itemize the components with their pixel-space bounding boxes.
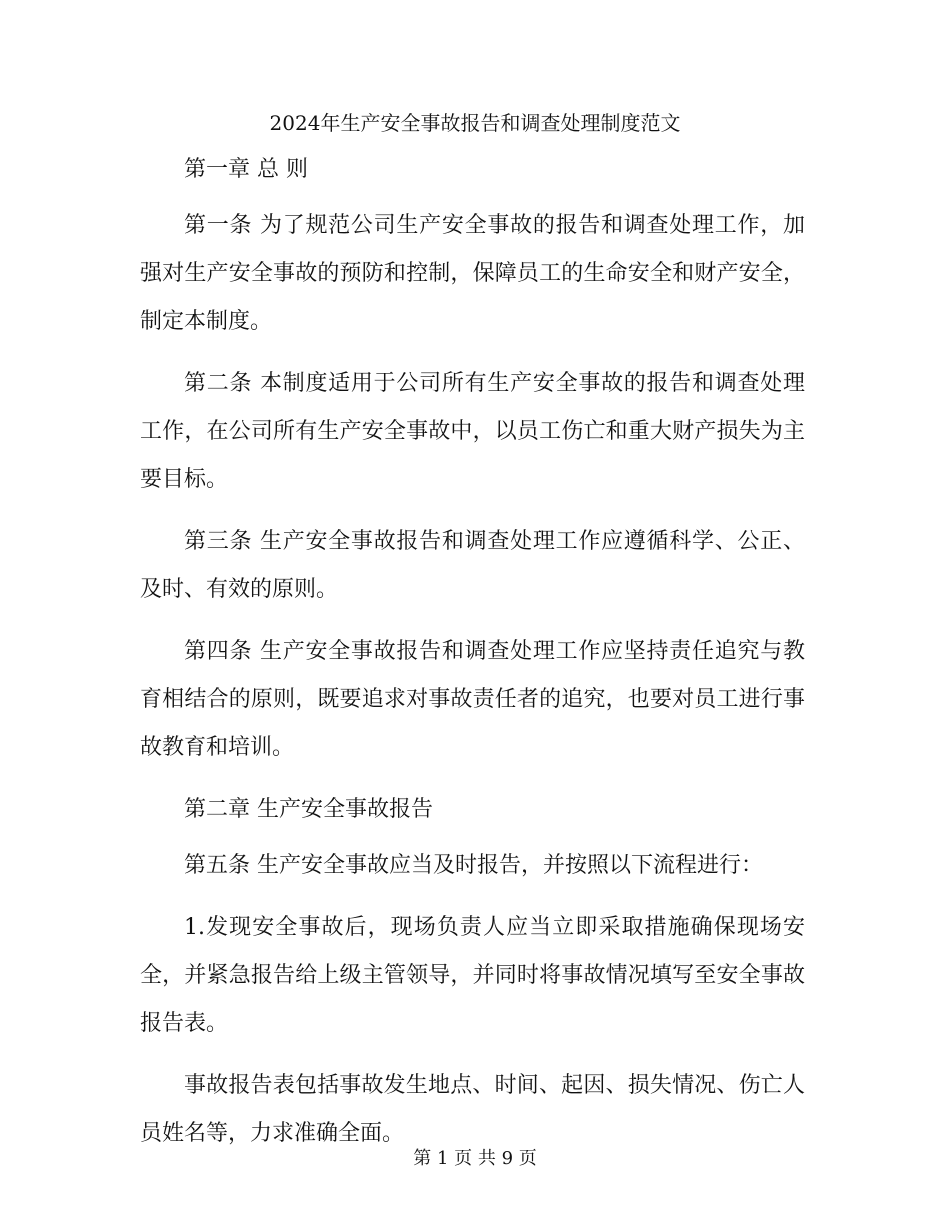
article-3: 第三条 生产安全事故报告和调查处理工作应遵循科学、公正、及时、有效的原则。 — [140, 529, 805, 602]
chapter-heading-2: 第二章 生产安全事故报告 — [184, 797, 433, 822]
article-2: 第二条 本制度适用于公司所有生产安全事故的报告和调查处理工作，在公司所有生产安全事故中，以员工伤亡和重大财产损失为主要目标。 — [140, 371, 805, 492]
report-form-paragraph: 事故报告表包括事故发生地点、时间、起因、损失情况、伤亡人员姓名等，力求准确全面。 — [140, 1073, 805, 1146]
article-1: 第一条 为了规范公司生产安全事故的报告和调查处理工作，加强对生产安全事故的预防和控制，保障员工的生命安全和财产安全，制定本制度。 — [140, 213, 805, 334]
list-item-1: 1.发现安全事故后，现场负责人应当立即采取措施确保现场安全，并紧急报告给上级主管领导，并同时将事故情况填写至安全事故报告表。 — [140, 915, 805, 1036]
document-body — [140, 146, 805, 1172]
chapter-heading-1: 第一章 总 则 — [184, 157, 308, 182]
article-4: 第四条 生产安全事故报告和调查处理工作应坚持责任追究与教育相结合的原则，既要追求对事故责任者的追究，也要对员工进行事故教育和培训。 — [140, 639, 805, 760]
page-footer: 第 1 页 共 9 页 — [413, 1148, 537, 1169]
article-5: 第五条 生产安全事故应当及时报告，并按照以下流程进行： — [184, 853, 763, 878]
document-title: 2024年生产安全事故报告和调查处理制度范文 — [269, 111, 681, 135]
